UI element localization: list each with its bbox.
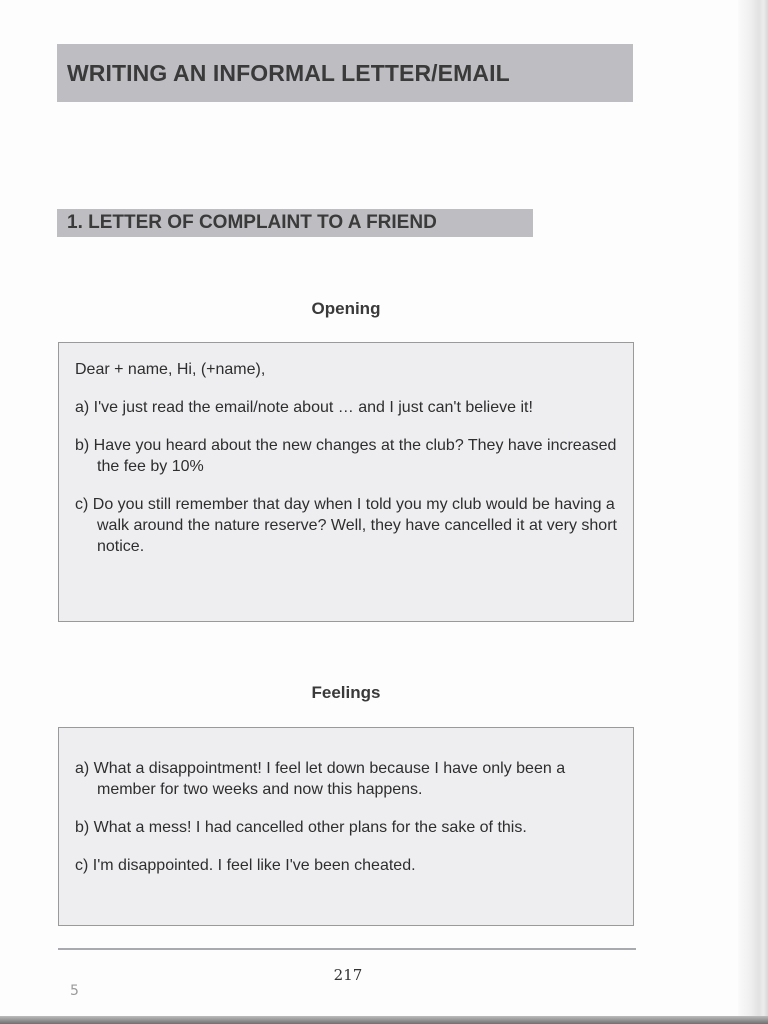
feelings-option-a: a) What a disappointment! I feel let down because I have only been a member for two weeks and now this happens. (75, 760, 566, 798)
feelings-heading: Feelings (311, 683, 381, 702)
salutation-line: Dear + name, Hi, (+name), (75, 361, 266, 378)
scan-shadow (0, 1016, 768, 1024)
margin-mark: 5 (70, 983, 79, 999)
opening-box (58, 342, 634, 622)
footer-divider (58, 948, 636, 950)
page-title: WRITING AN INFORMAL LETTER/EMAIL (57, 44, 633, 102)
opening-heading: Opening (311, 299, 381, 318)
opening-option-b: b) Have you heard about the new changes at the club? They have increased the fee by 10% (75, 437, 617, 475)
opening-option-c: c) Do you still remember that day when I told you my club would be having a walk around the nature reserve? Well, they have cancelled it at very short notice. (75, 496, 617, 555)
opening-option-a: a) I've just read the email/note about … and I just can't believe it! (75, 399, 533, 416)
feelings-option-b: b) What a mess! I had cancelled other plans for the sake of this. (75, 819, 527, 836)
feelings-box (58, 727, 634, 926)
page-edge (738, 0, 768, 1024)
feelings-option-c: c) I'm disappointed. I feel like I've been cheated. (75, 857, 416, 874)
section-title: 1. LETTER OF COMPLAINT TO A FRIEND (57, 209, 533, 237)
page-number: 217 (333, 966, 363, 984)
